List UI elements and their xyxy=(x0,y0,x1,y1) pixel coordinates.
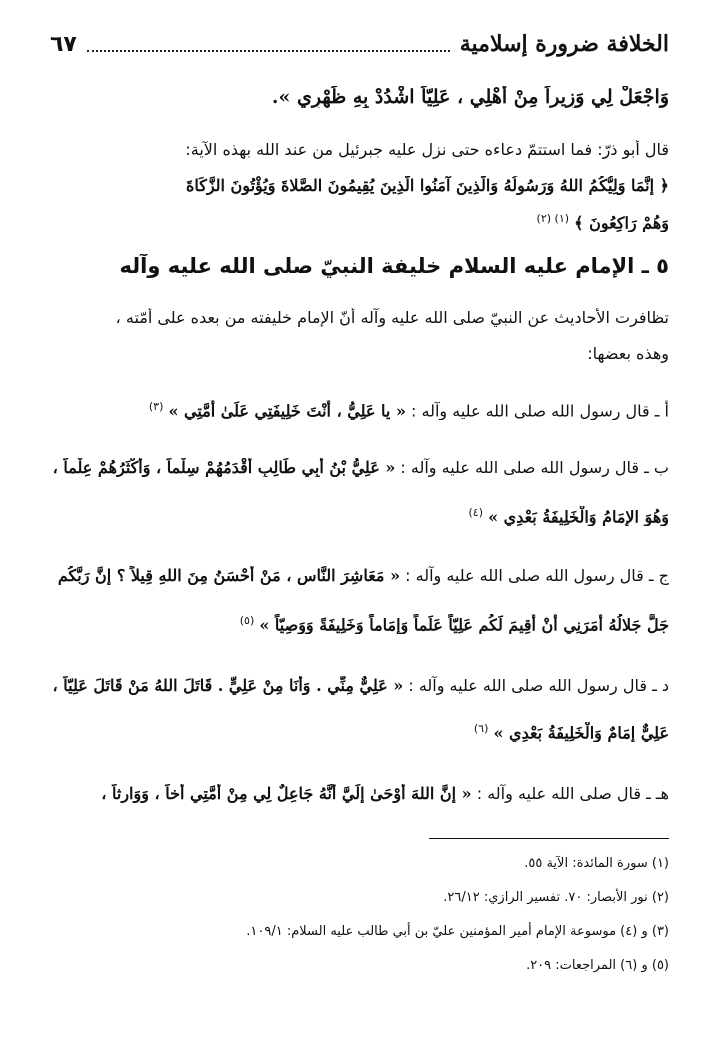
hadith-c-line-2 xyxy=(50,614,669,634)
hadith-e-prefix: هـ ـ قال صلى الله عليه وآله : xyxy=(476,784,669,803)
footnote-1: (١) سورة المائدة: الآية ٥٥. xyxy=(524,856,669,871)
hadith-d-text-1: « عَلِيٌّ مِنِّي . وَأَنَا مِنْ عَلِيٍّ . قَاتَلَ اللهُ مَنْ قَاتَلَ عَلِيّاً ، xyxy=(52,676,404,695)
hadith-b-prefix: ب ـ قال رسول الله صلى الله عليه وآله : xyxy=(400,458,669,477)
quran-verse-line-1: ﴿ إِنَّمَا وَلِيُّكُمُ اللهُ وَرَسُولُهُ وَالَّذِينَ آمَنُوا الَّذِينَ يُقِيمُونَ الصَّلاةَ وَيُؤْتُونَ الزَّكَاةَ xyxy=(185,176,669,195)
footnote-ref-1-2: (١) (٢) xyxy=(536,212,570,225)
hadith-a-text: « يا عَلِيُّ ، أَنْتَ خَلِيفَتِي عَلَىٰ أُمَّتِي » xyxy=(168,401,406,421)
quran-verse-end: وَهُمْ رَاكِعُونَ ﴾ xyxy=(574,213,669,233)
hadith-b-text-1: « عَلِيُّ بْنُ أَبِي طَالِبٍ أَقْدَمُهُمْ سِلْماً ، وَأَكْثَرُهُمْ عِلْماً ، xyxy=(52,458,396,477)
narration-abu-dharr: قال أبو ذرّ: فما استتمّ دعاءه حتى نزل عليه جبرئيل من عند الله بهذه الآية: xyxy=(185,140,669,159)
hadith-d-text-2: عَلِيٌّ إِمَامٌ وَالْخَلِيفَةُ بَعْدِي » xyxy=(493,723,669,743)
footnote-divider xyxy=(429,838,669,839)
hadith-c-text-1: « مَعَاشِرَ النَّاسِ ، مَنْ أَحْسَنُ مِنَ اللهِ قِيلاً ؟ إِنَّ رَبَّكُم xyxy=(57,566,401,585)
hadith-d-line-2 xyxy=(50,722,669,742)
section-heading: ٥ ـ الإمام عليه السلام خليفة النبيّ صلى الله عليه وآله xyxy=(119,254,669,278)
hadith-c-text-2: جَلَّ جَلالُهُ أَمَرَنِي أَنْ أُقِيمَ لَكُم عَلِيّاً عَلَماً وَإِمَاماً وَخَلِيفَةً وَوَصِيّاً » xyxy=(259,615,669,635)
footnote-2: (٢) نور الأبصار: ٧٠. تفسير الرازي: ٢٦/١٢. xyxy=(443,890,669,905)
hadith-b-line-1 xyxy=(50,458,669,477)
verse-continuation: وَاجْعَلْ لِي وَزِيراً مِنْ أَهْلِي ، عَلِيّاً اشْدُدْ بِهِ ظَهْرِي ». xyxy=(271,86,669,108)
running-title: الخلافة ضرورة إسلامية xyxy=(459,31,669,57)
hadith-a-prefix: أ ـ قال رسول الله صلى الله عليه وآله : xyxy=(411,401,669,421)
footnote-ref-6: (٦) xyxy=(473,722,489,735)
page-number: ٦٧ xyxy=(50,31,77,57)
hadith-d-line-1 xyxy=(50,676,669,695)
footnote-ref-4: (٤) xyxy=(468,506,483,519)
intro-line-1: تظافرت الأحاديث عن النبيّ صلى الله عليه وآله أنّ الإمام خليفته من بعده على أُمّته ، xyxy=(115,308,669,327)
hadith-b-line-2 xyxy=(50,506,669,526)
footnote-ref-3: (٣) xyxy=(148,400,164,413)
hadith-c-line-1 xyxy=(50,566,669,585)
hadith-b-text-2: وَهُوَ الإِمَامُ وَالْخَلِيفَةُ بَعْدِي » xyxy=(488,507,669,527)
page-header xyxy=(50,22,669,66)
quran-verse-line-2 xyxy=(50,212,669,232)
hadith-e-text: « إِنَّ اللهَ أَوْحَىٰ إِلَيَّ أَنَّهُ جَاعِلٌ لِي مِنْ أُمَّتِي أَخاً ، وَوَارِثاً ، xyxy=(101,784,472,803)
footnote-ref-5: (٥) xyxy=(239,614,255,627)
hadith-c-prefix: ج ـ قال رسول الله صلى الله عليه وآله : xyxy=(405,566,669,585)
footnote-3-4: (٣) و (٤) موسوعة الإمام أمير المؤمنين عليّ بن أبي طالب عليه السلام: ١٠٩/١. xyxy=(246,924,669,939)
hadith-d-prefix: د ـ قال رسول الله صلى الله عليه وآله : xyxy=(408,676,669,695)
footnote-5-6: (٥) و (٦) المراجعات: ٢٠٩. xyxy=(526,958,669,973)
hadith-e xyxy=(50,784,669,803)
header-dot-leader xyxy=(87,50,450,52)
hadith-a xyxy=(50,400,669,420)
intro-line-2: وهذه بعضها: xyxy=(587,344,669,363)
